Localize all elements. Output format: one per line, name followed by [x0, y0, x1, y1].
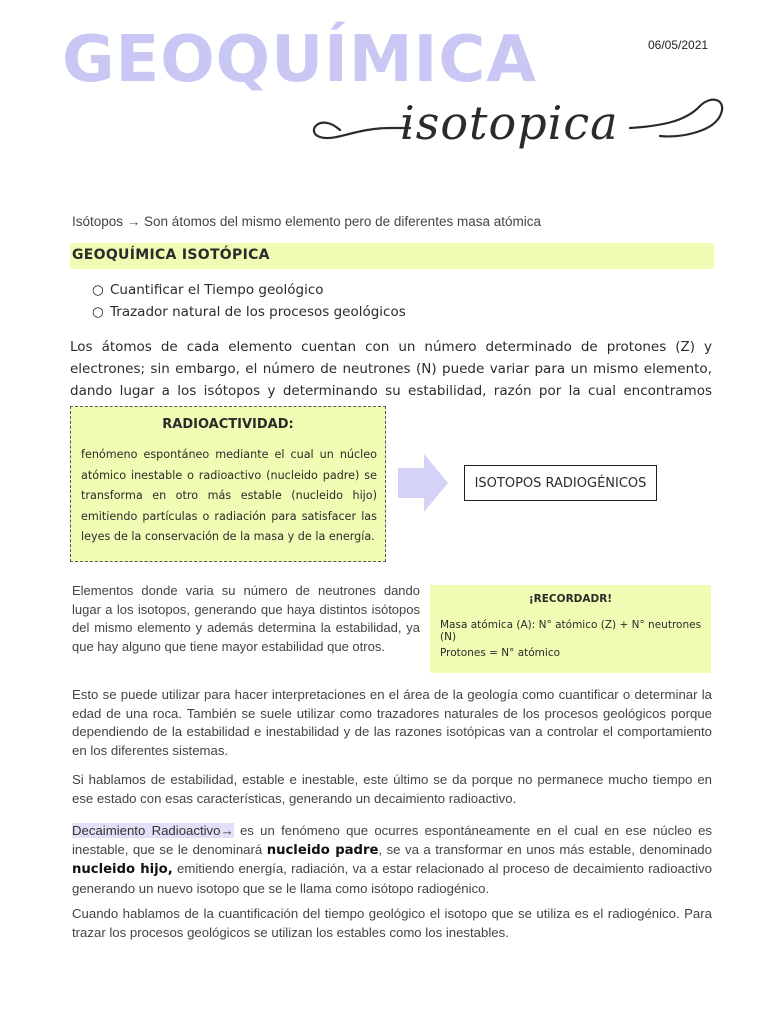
remember-line: Protones = N° atómico: [440, 647, 561, 659]
daughter-nuclide-term: nucleido hijo,: [72, 862, 173, 877]
decay-text: es un fenómeno que ocurres espontáneamente en el cual en ese núcleo es inestable, que se le denominará: [72, 823, 712, 857]
remember-line: Masa atómica (A): N° atómico (Z) + N° neutrones (N): [440, 619, 702, 643]
radioactivity-box: [70, 406, 386, 562]
decay-term-highlight: Decaimiento Radioactivo→: [72, 823, 234, 838]
right-arrow-icon: [398, 452, 450, 514]
section-heading-banner: [70, 243, 714, 269]
page-subtitle-script: isotopica: [400, 96, 619, 150]
final-paragraph: Cuando hablamos de la cuantificación del tiempo geológico el isotopo que se utiliza es el radiogénico. Para trazar los procesos geológicos se utilizan los estables como los inestables.: [72, 906, 712, 940]
elements-paragraph: Elementos donde varia su número de neutrones dando lugar a los isotopos, generando que haya distintos isótopos del mismo elemento y además determina la estabilidad, ya que hay alguno que tiene mayor estabilidad que otros.: [72, 583, 420, 655]
decay-paragraph: [72, 822, 712, 898]
remember-title: ¡RECORDADR!: [528, 593, 613, 605]
radiogenic-isotopes-box: ISOTOPOS RADIOGÉNICOS: [464, 465, 657, 501]
bullet-text: Cuantificar el Tiempo geológico: [110, 282, 324, 298]
section-heading: GEOQUÍMICA ISOTÓPICA: [72, 247, 270, 263]
bullet-item: [92, 304, 406, 320]
date-label: 06/05/2021: [648, 38, 709, 52]
stability-paragraph: Si hablamos de estabilidad, estable e inestable, este último se da porque no permanece mucho tiempo en ese estado con esas características, generando un decaimiento radioactivo.: [72, 772, 712, 806]
radioactivity-definition: fenómeno espontáneo mediante el cual un núcleo atómico inestable o radioactivo (nucleido padre) se transforma en otro más estable (nucleido hijo) emitiendo partículas o radiación para satisfacer las leyes de la conservación de la masa y de la energía.: [81, 448, 377, 543]
bullet-circle-icon: ○: [92, 282, 104, 298]
bullet-circle-icon: ○: [92, 304, 104, 320]
bullet-text: Trazador natural de los procesos geológicos: [110, 304, 406, 320]
remember-box: [430, 585, 711, 673]
radioactivity-title: RADIOACTIVIDAD:: [162, 417, 294, 432]
parent-nuclide-term: nucleido padre: [266, 842, 379, 858]
page-title: GEOQUÍMICA: [62, 23, 537, 97]
main-paragraph: Los átomos de cada elemento cuentan con un número determinado de protones (Z) y electrones; sin embargo, el número de neutrones (N) puede variar para un mismo elemento, dando lugar a los isótopos y determinando su estabilidad, razón por la cual encontramos: [70, 339, 712, 399]
decay-text: , se va a transformar en unos más estable, denominado: [378, 841, 712, 857]
geology-paragraph: Esto se puede utilizar para hacer interpretaciones en el área de la geología como cuantificar o determinar la edad de una roca. También se suele utilizar como trazadores naturales de los procesos geológicos porque dependiendo de la estabilidad e inestabilidad y de las razones isotópicas van a controlar el comportamiento en los diferentes sistemas.: [72, 687, 712, 758]
bullet-item: [92, 282, 324, 298]
intro-definition: Isótopos → Son átomos del mismo elemento pero de diferentes masa atómica: [72, 214, 541, 229]
decay-text: emitiendo energía, radiación, va a estar relacionado al proceso de decaimiento radioactivo generando un nuevo isotopo que se le llama como isótopo radiogénico.: [72, 861, 713, 896]
